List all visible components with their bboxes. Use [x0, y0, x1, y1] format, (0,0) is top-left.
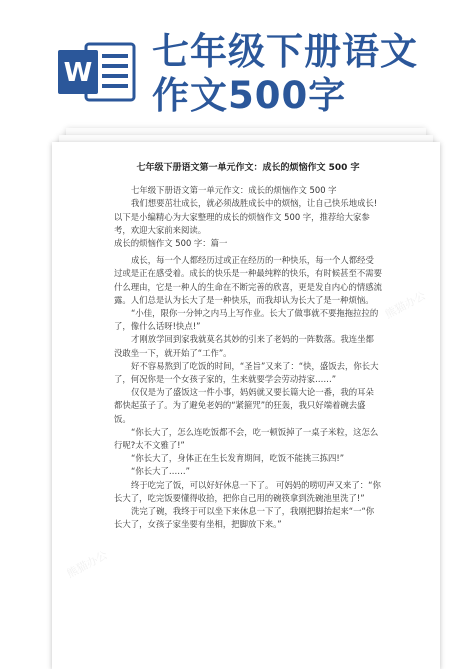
paragraph: 才刚放学回到家我就莫名其妙的引来了老妈的一阵数落。我连坐都没敢坐一下，就开始了“工作”。 [114, 334, 374, 358]
watermark: 熊猫办公 [64, 548, 110, 581]
paragraph: 洗完了碗，我终于可以坐下来休息一下了，我刚把脚抬起来“一“你长大了，女孩子家坐要有坐相，把脚放下来。” [114, 506, 375, 530]
paragraph: 我们想要茁壮成长，就必须战胜成长中的烦恼，让自己快乐地成长!以下是小编精心为大家整理的成长的烦恼作文 500 字，推荐给大家参考，欢迎大家前来阅读。 [114, 198, 378, 235]
word-icon-letter: W [63, 58, 93, 88]
paragraph: 成长，每一个人都经历过或正在经历的一种快乐，每一个人都经受过或是正在感受着。成长的快乐是一种最纯粹的快乐，有时候甚至不需要什么理由，它是一种人的生命在不断完善的欣喜，更是发自内心的情感流露。人们总是认为长大了是一种快乐，而我却认为长大了是一种烦恼。 [114, 255, 382, 305]
paragraph: 成长的烦恼作文 500 字：篇一 [114, 238, 228, 249]
paragraph: 终于吃完了饭，可以好好休息一下了。 可妈妈的唠叨声又来了：“你长大了，吃完饭要懂得收拾，把你自己用的碗筷拿到洗碗池里洗了!” [114, 479, 381, 503]
paragraph: “你长大了，怎么连吃饭都不会，吃一顿饭掉了一桌子米粒，这怎么行呢?太不文雅了!” [114, 426, 379, 451]
word-document-icon [58, 40, 140, 104]
document-heading: 七年级下册语文第一单元作文：成长的烦恼作文 500 字 [136, 163, 360, 173]
paragraph: 仅仅是为了盛饭这一件小事，妈妈就又要长篇大论一番，我的耳朵都快起茧子了。为了避免老妈的“紧箍咒”的狂轰，我只好端着碗去盛饭。 [114, 387, 374, 424]
paragraph: “你长大了，身体正在生长发育期间，吃饭不能挑三拣四!” [131, 453, 345, 464]
paragraph: “你长大了……” [131, 466, 190, 477]
watermark: 熊猫办公 [382, 289, 428, 322]
paragraph: 七年级下册语文第一单元作文：成长的烦恼作文 500 字 [131, 185, 337, 196]
page-title: 七年级下册语文作文500字 [152, 30, 418, 117]
document-page [52, 142, 440, 669]
paragraph: 好不容易熬到了吃饭的时间，“圣旨”又来了：“快，盛饭去，你长大了，何况你是一个女孩子家的，生来就要学会劳动持家……” [114, 360, 379, 385]
paragraph: “小佳，限你一分钟之内马上写作业。长大了做事就不要拖拖拉拉的了，像什么话呀!快点!” [114, 308, 379, 332]
document-body [114, 162, 382, 531]
